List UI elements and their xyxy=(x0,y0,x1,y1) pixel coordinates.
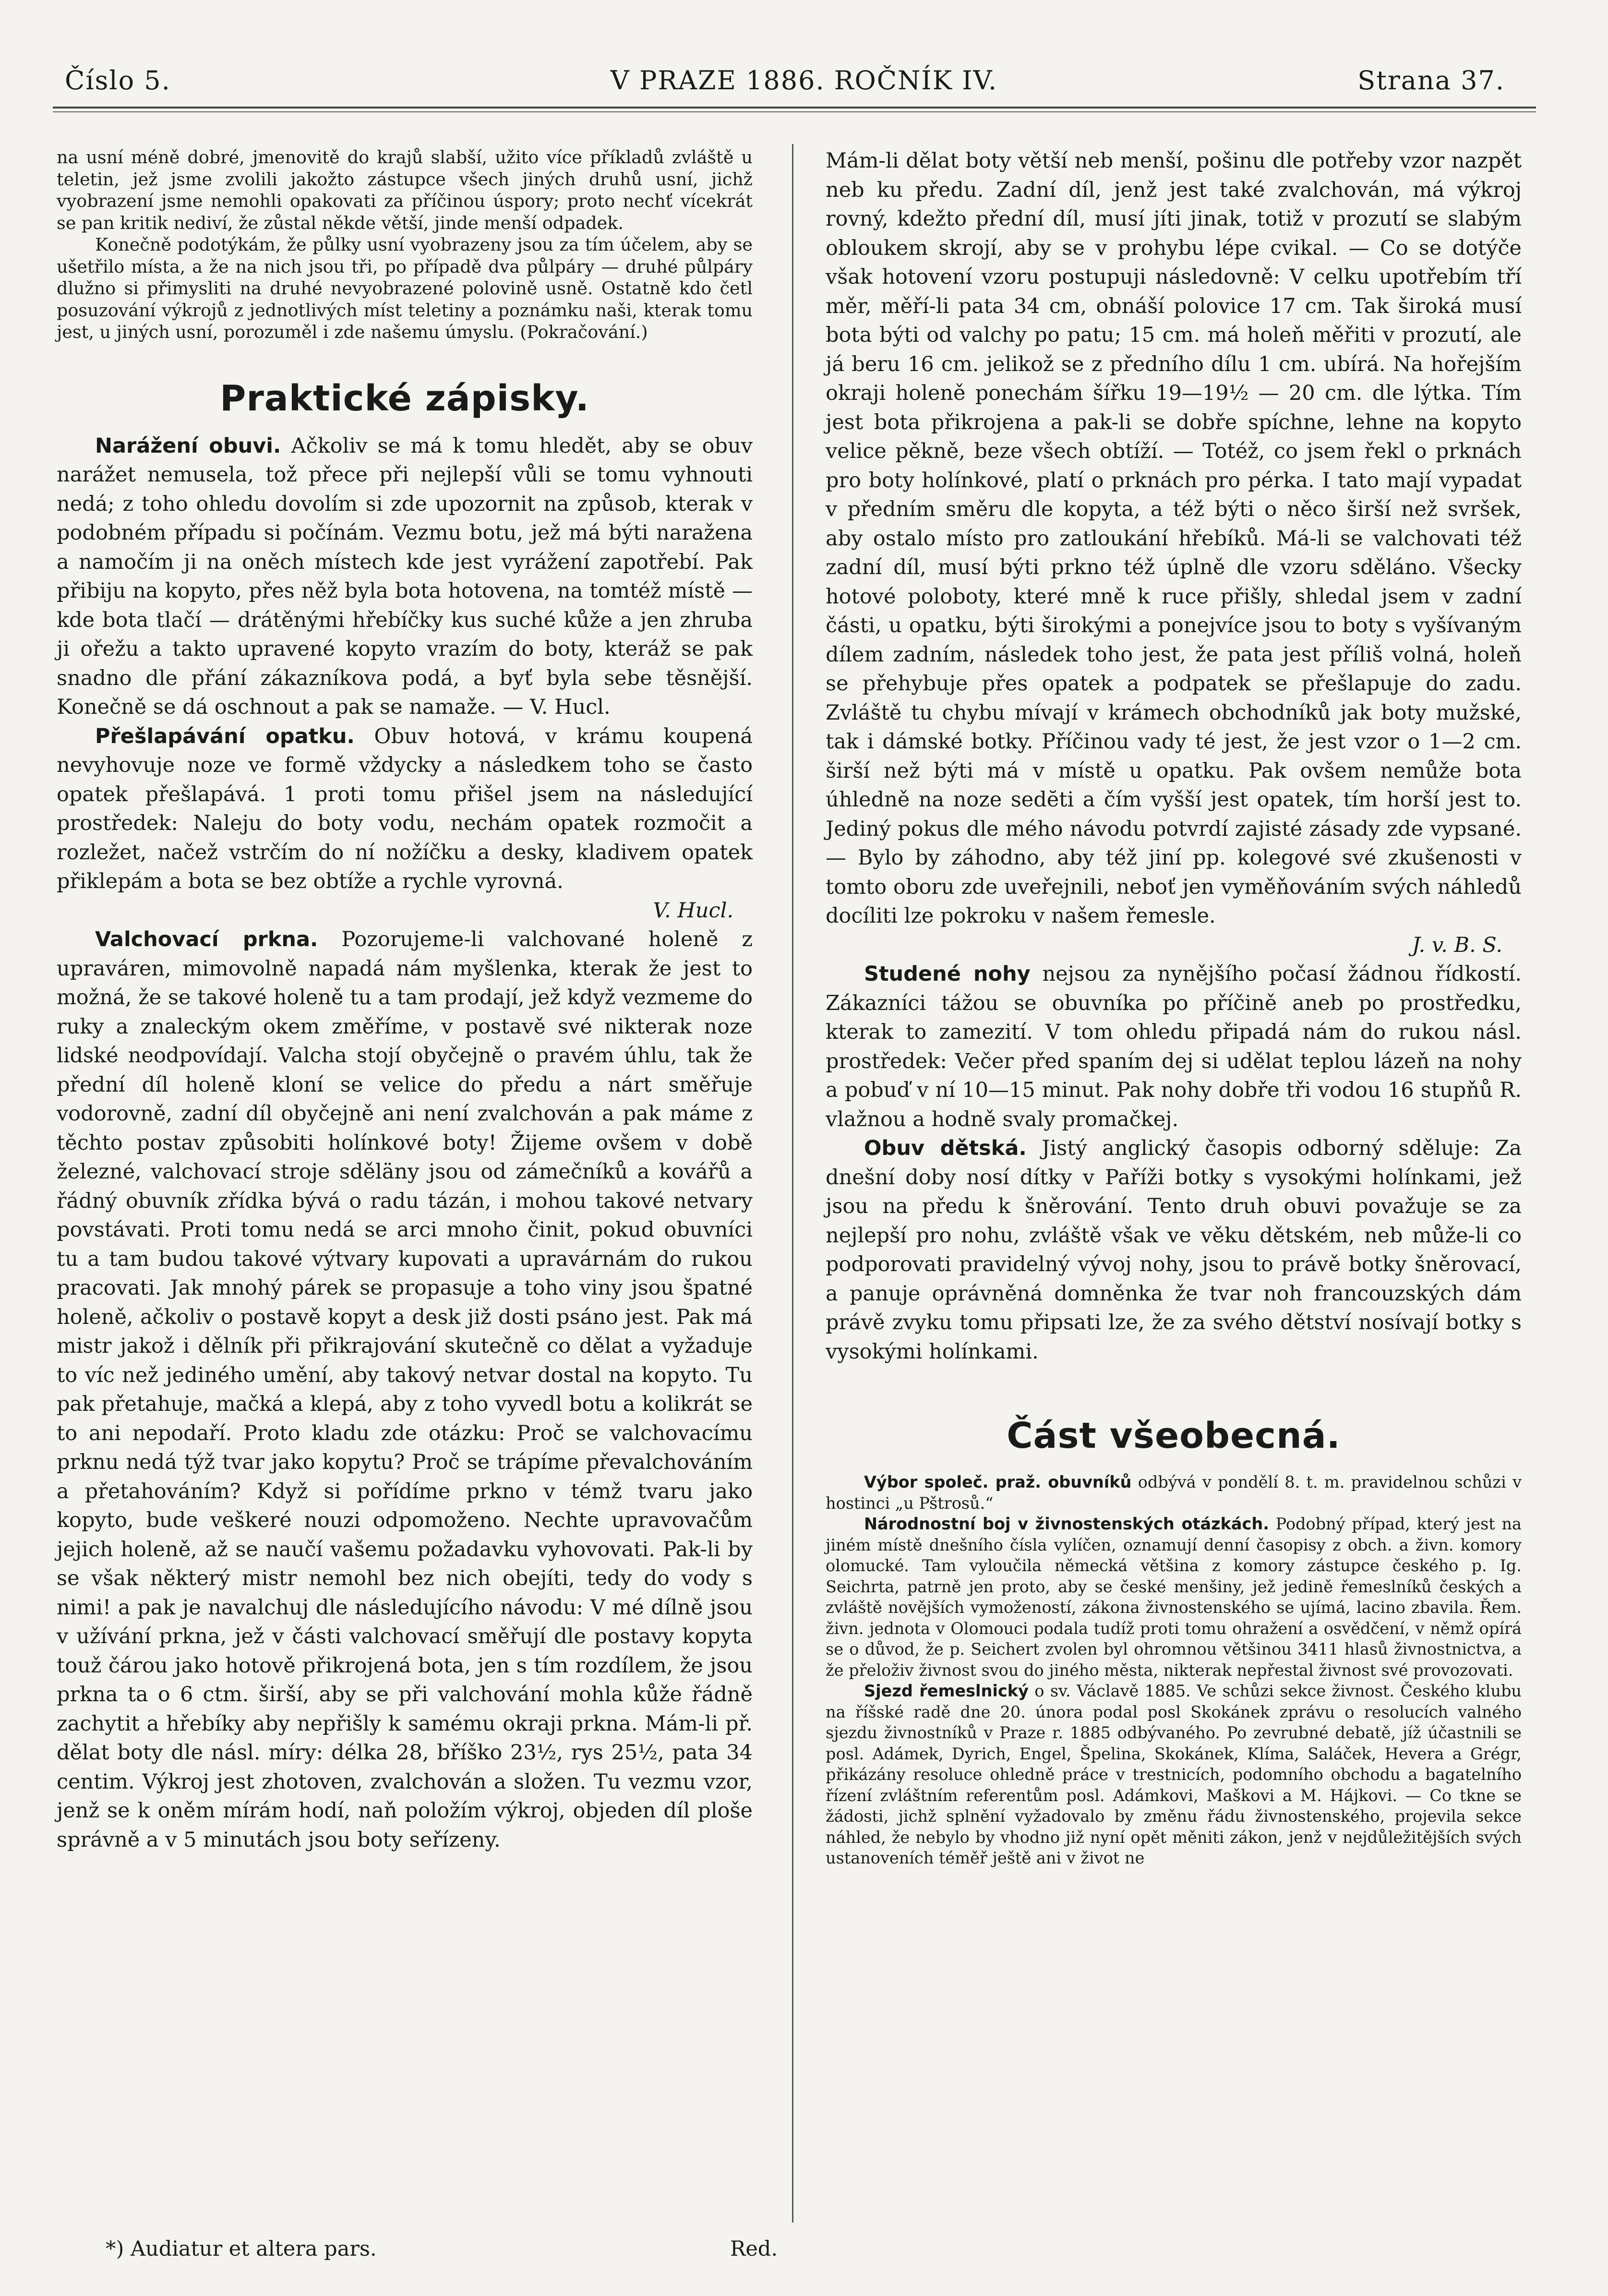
news-narodnostni-boj: Národnostní boj v živnostenských otázkách. Podobný případ, který jest na jiném místě dnešního čísla vylíčen, oznamují denní časopisy z obch. a živn. komory olomucké. Tam vyloučila německá většina z komory zástupce českého p. Ig. Seichrta, patrně jen proto, aby se české menšiny, jež jedině řemeslníků českých a zvláště novějších vymožeností, zákona živnostenského se ujímá, lacino zbavila. Řem. živn. jednota v Olomouci podala tudíž proti tomu ohražení a osvědčení, v němž opírá se o důvod, že p. Seichert zvolen byl ohromnou většinou 3411 hlasů živnostnictva, a že přeloživ živnost svou do jiného města, nikterak nepřestal živnost své provozovati. xyxy=(826,1515,1522,1680)
article-heading: Narážení obuvi. xyxy=(95,433,281,458)
news-heading: Národnostní boj v živnostenských otázkách. xyxy=(864,1515,1269,1533)
header-rule-thin xyxy=(53,111,1536,112)
article-heading: Studené nohy xyxy=(864,962,1031,986)
column-divider xyxy=(792,144,793,2223)
footnote-signature: Red. xyxy=(730,2237,778,2261)
header-rule xyxy=(53,107,1536,108)
continued-paragraph: Mám-li dělat boty větší neb menší, pošinu dle potřeby vzor nazpět neb ku předu. Zadní díl, jenž jest také zvalchován, má výkroj rovný, kdežto přední díl, musí jíti jinak, totiž v prozutí se slabým obloukem skrojí, aby se v prohybu lépe cvikal. — Co se dotýče však hotovení vzoru postupuji následovně: V celku upotřebím tří měr, měří-li pata 34 cm, obnáší polovice 17 cm. Tak široká musí bota býti od valchy po patu; 15 cm. má holeň měřiti v prozutí, ale já beru 16 cm. jelikož se z předního dílu 1 cm. ubírá. Na hořejším okraji holeně ponechám šířku 19—19½ — 20 cm. dle lýtka. Tím jest bota přikrojena a pak-li se dobře spíchne, lehne na kopyto velice pěkně, beze všech obtíží. — Totéž, co jsem řekl o prknách pro boty holínkové, platí o prknách pro pérka. I tato mají vypadat v předním směru dle kopyta, a též býti o něco širší než svršek, aby ostalo místo pro zatloukání hřebíků. Má-li se valchovati též zadní díl, musí býti prkno též úplně dle vzoru sděláno. Všecky hotové poloboty, které mně k ruce přišly, shledal jsem v zadní části, u opatku, býti širokými a ponejvíce jsou to boty s vyšívaným dílem zadním, následek toho jest, že pata jest příliš volná, holeň se přehybuje přes opatek a podpatek se přešlapuje do zadu. Zvláště tu chybu mívají v krámech obchodníků jak boty mužské, tak i dámské botky. Příčinou vady té jest, že jest vzor o 1—2 cm. širší než býti má v místě u opatku. Pak ovšem nemůže bota úhledně na noze sedĕti a čím vyšší jest opatek, tím horší jest to. Jediný pokus dle mého návodu potvrdí zajisté zásady zde vypsané. — Bylo by záhodno, aby též jiní pp. kolegové své zkušenosti v tomto oboru zde uveřejnili, neboť jen vyměňováním svých náhledů docíliti lze pokroku v našem řemesle. xyxy=(826,149,1522,928)
signature: J. v. B. S. xyxy=(1412,933,1502,957)
news-vybor: Výbor společ. praž. obuvníků odbývá v pondělí 8. t. m. pravidelnou schůzi v hostinci „u Pštrosů.“ xyxy=(826,1473,1522,1513)
article-valchovaci: Valchovací prkna. Pozorujeme-li valchované holeně z upraváren, mimovolně napadá nám myšlenka, kterak že jest to možná, že se takové holeně tu a tam prodají, jež když vezmeme do ruky a znaleckým okem změříme, v postavě své nikterak noze lidské neodpovídají. Valcha stojí obyčejně o pravém úhlu, tak že přední díl holeně kloní se velice do předu a nárt směřuje vodorovně, zadní díl obyčejně ani není zvalchován a pak máme z těchto postav způsobiti holínkové boty! Žijeme ovšem v době železné, valchovací stroje sděläny jsou od zámečníků a kovářů a řádný obuvník zřídka bývá o radu tázán, i mohou takové netvary povstávati. Proti tomu nedá se arci mnoho činit, pokud obuvníci tu a tam budou takové výtvary kupovati a upravárnám do rukou pracovati. Jak mnohý párek se propasuje a toho viny jsou špatné holeně, ačkoliv o postavě kopyt a desk již dosti psáno jest. Pak má mistr jakož i dělník při přikrajování skutečně co dělat a vyžaduje to víc než jediného umění, aby takový netvar dostal na kopyto. Tu pak přetahuje, mačká a klepá, aby z toho vyvedl botu a kolikrát se to ani nepodaří. Proto kladu zde otázku: Proč se valchovacímu prknu nedá týž tvar jako kopytu? Proč se trápíme převalchováním a přetahováním? Když si pořídíme prkno v témž tvaru jako kopyto, bude veškeré nouzi odpomoženo. Nechte upravovačům jejich holeně, až se naučí vašemu požadavku vyhovovati. Pak-li by se však některý mistr nemohl bez nich obejíti, tedy do vody s nimi! a pak je navalchuj dle následujícího návodu: V mé dílně jsou v užívání prkna, jež v části valchovací směřují dle postavy kopyta touž čárou jako hotově přikrojená bota, jen s tím rozdílem, že jsou prkna ta o 6 ctm. širší, aby se při valchování mohla kůže řádně zachytit a hřebíky aby nepřišly k samému okraji prkna. Mám-li př. dělat boty dle násl. míry: délka 28, bříško 23½, rys 25½, pata 34 centim. Výkroj jest zhotoven, zvalchován a složen. Tu vezmu vzor, jenž se k oněm mírám hodí, naň položím výkroj, objeden díl ploše správně a v 5 minutách jsou boty seřízeny. xyxy=(57,927,753,1852)
intro-paragraph-2: Konečně podotýkám, že půlky usní vyobrazeny jsou za tím účelem, aby se ušetřilo místa, a že na nich jsou tři, po případě dva půlpáry — druhé půlpáry dlužno si přimysliti na druhé nevyobrazené polovině usně. Ostatně kdo četl posuzování výkrojů z jednotlivých míst teletiny a poznámku naši, kterak tomu jest, u jiných usní, porozuměl i zde našemu úmyslu. (Pokračování.) xyxy=(57,234,753,342)
article-obuv-detska: Obuv dětská. Jistý anglický časopis odborný sděluje: Za dnešní doby nosí dítky v Paříži botky s vysokými holínkami, jež jsou na předu k šněrování. Tento druh obuvi považuje se za nejlepší pro nohu, zvláště však ve věku dětském, neb může-li co podporovati pravidelný vývoj nohy, jsou to právě botky šněrovací, a panuje oprávněná domněnka že tvar noh francouzských dám právě zvyku tomu připsati lze, že za svého dětství nosívají botky s vysokými holínkami. xyxy=(826,1136,1522,1364)
left-column xyxy=(57,146,753,1854)
intro-paragraph: na usní méně dobré, jmenovitě do krajů slabší, užito více příkladů zvláště u teletin, jež jsme zvolili jakožto zástupce všech jiných druhů usní, jichž vyobrazení jsme nemohli opakovati za příčinou úspory; proto nechť vícekrát se pan kritik nediví, že zůstal někde větší, jinde menší odpadek. xyxy=(57,147,753,233)
section-title-general: Část všeobecná. xyxy=(1007,1415,1341,1456)
right-column xyxy=(826,146,1522,1869)
news-sjezd: Sjezd řemeslnický o sv. Václavě 1885. Ve schůzi sekce živnost. Českého klubu na říšské radě dne 20. února podal posl Skokánek zprávu o resolucích valného sjezdu živnostníků v Praze r. 1885 odbývaného. Po zevrubné debatě, jíž účastnili se posl. Adámek, Dyrich, Engel, Špelina, Skokánek, Klíma, Saláček, Hevera a Grégr, přikázány resoluce ohledně práce v trestnicích, podomního obchodu a bagatelního řízení zvláštním referentům posl. Adámkovi, Maškovi a M. Hájkovi. — Co tkne se žádosti, jichž splnění vyžadovalo by změnu řádu živnostenského, projevila sekce náhled, že nebylo by vhodno již nyní opět měniti zákon, jenž v nejdůležitějších svých ustanoveních téměř ještě ani v život ne xyxy=(826,1682,1522,1867)
signature: V. Hucl. xyxy=(653,898,733,923)
article-studene-nohy: Studené nohy nejsou za nynějšího počasí žádnou řídkostí. Zákazníci tážou se obuvníka po příčině aneb po prostředku, kterak to zamezití. V tom ohledu připadá nám do rukou násl. prostředek: Večer před spaním dej si udělat teplou lázeň na nohy a pobuď v ní 10—15 minut. Pak nohy dobře tři vodou 16 stupňů R. vlažnou a hodně svaly promačkej. xyxy=(826,962,1522,1131)
article-preslapavani: Přešlapávání opatku. Obuv hotová, v krámu koupená nevyhovuje noze ve formě vždycky a následkem toho se často opatek přešlapává. 1 proti tomu přišel jsem na následující prostředek: Naleju do boty vodu, nechám opatek rozmočit a rozležet, načež vstrčím do ní nožíčku a desky, kladivem opatek přiklepám a bota se bez obtíže a rychle vyrovná. xyxy=(57,724,753,893)
article-narazeni: Narážení obuvi. Ačkoliv se má k tomu hledět, aby se obuv narážet nemusela, tož přece při nejlepší vůli se tomu vyhnouti nedá; z toho ohledu dovolím si zde upozornit na způsob, kterak v podobném případu si počínám. Vezmu botu, jež má býti naražena a namočím ji na oněch místech kde jest vyrážení zapotřebí. Pak přibiju na kopyto, přes něž byla bota hotovena, na tomtéž místě — kde bota tlačí — drátěnými hřebíčky kus suché kůže a jen zhruba ji ořežu a takto upravené kopyto vrazím do boty, kteráž se pak snadno dle přání zákazníkova podá, a byť byla sebe těsnější. Konečně se dá oschnout a pak se namaže. — V. Hucl. xyxy=(57,433,753,719)
article-heading: Valchovací prkna. xyxy=(95,927,318,951)
section-title-practical: Praktické zápisky. xyxy=(220,377,589,419)
article-heading: Obuv dětská. xyxy=(864,1136,1027,1160)
news-heading: Výbor společ. praž. obuvníků xyxy=(864,1473,1132,1491)
issue-number: Číslo 5. xyxy=(65,65,171,96)
page-number: Strana 37. xyxy=(1357,65,1505,96)
footnote xyxy=(106,2235,778,2263)
footnote-text: *) Audiatur et altera pars. xyxy=(106,2237,377,2261)
article-heading: Přešlapávání opatku. xyxy=(95,724,355,748)
news-heading: Sjezd řemeslnický xyxy=(864,1682,1029,1700)
masthead-title: V PRAZE 1886. ROČNÍK IV. xyxy=(610,65,998,96)
